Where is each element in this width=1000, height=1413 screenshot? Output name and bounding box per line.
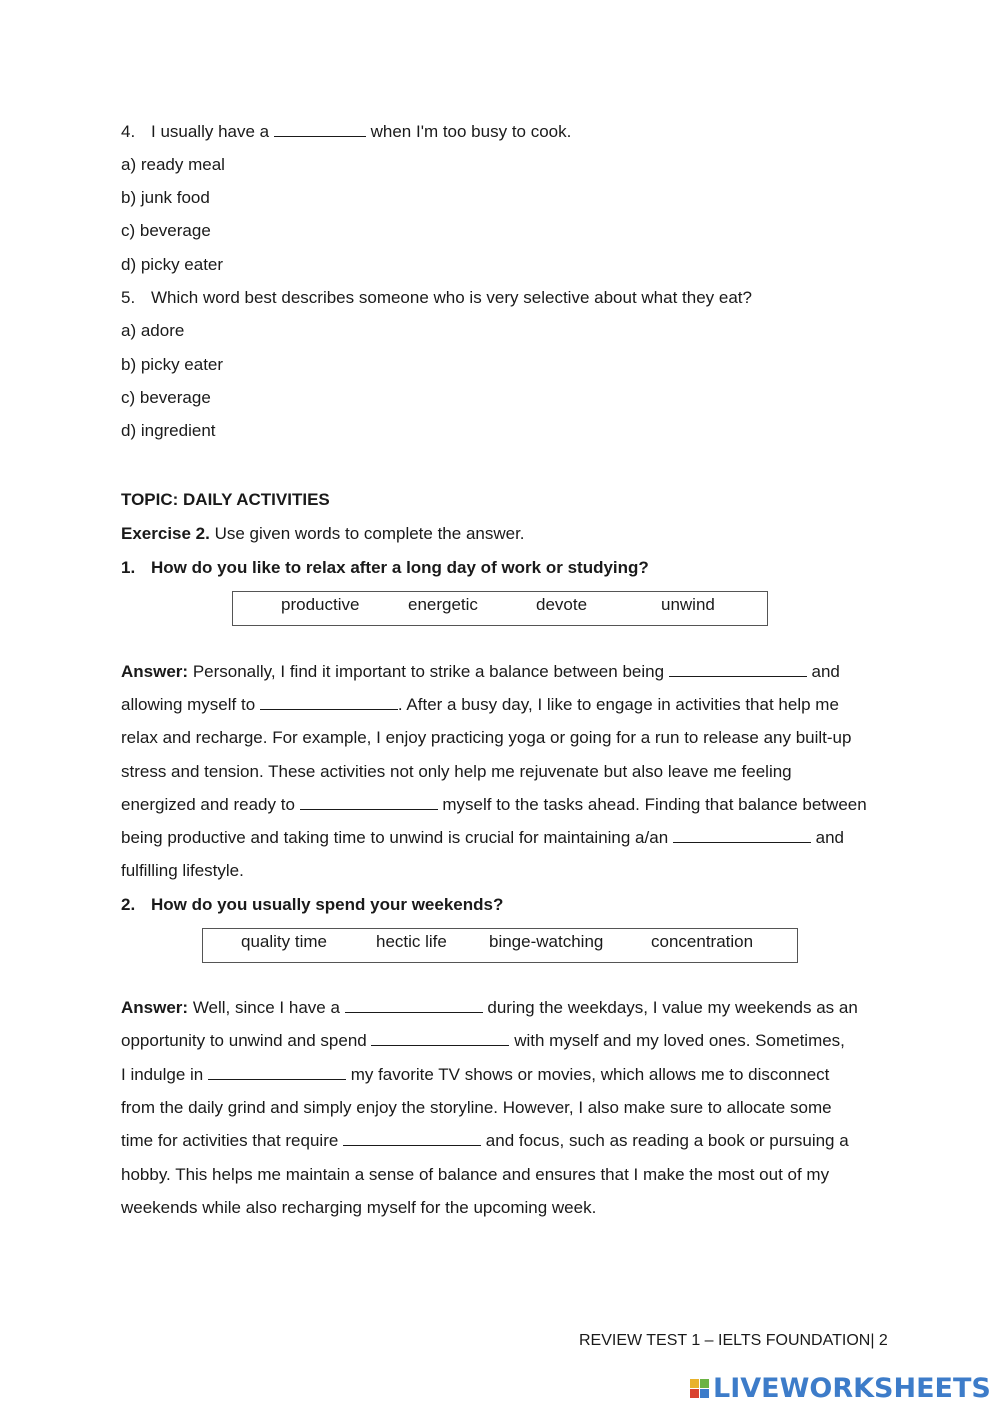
question-4 bbox=[121, 121, 571, 143]
answer-2-line-4: from the daily grind and simply enjoy the storyline. However, I also make sure to allocate some bbox=[121, 1098, 832, 1117]
question-text: when I'm too busy to cook. bbox=[370, 122, 572, 141]
exercise-label: Exercise 2. bbox=[121, 524, 210, 543]
word-bank-2 bbox=[202, 928, 798, 963]
answer-text: and focus, such as reading a book or pursuing a bbox=[485, 1131, 849, 1150]
word-bank-item: devote bbox=[536, 595, 588, 614]
question-text: How do you like to relax after a long day of work or studying? bbox=[151, 558, 649, 577]
liveworksheets-logo[interactable] bbox=[690, 1372, 991, 1404]
answer-2-line-5 bbox=[121, 1130, 849, 1152]
answer-2-line-1 bbox=[121, 997, 858, 1019]
option-q5-b[interactable]: b) picky eater bbox=[121, 355, 224, 374]
word-bank-item: binge-watching bbox=[489, 932, 604, 951]
answer-label: Answer: bbox=[121, 662, 189, 681]
answer-1-line-1 bbox=[121, 661, 840, 683]
word-bank-1 bbox=[232, 591, 768, 626]
word-bank-item: quality time bbox=[241, 932, 327, 951]
question-2 bbox=[121, 894, 503, 916]
question-number: 4. bbox=[121, 122, 136, 141]
answer-text: during the weekdays, I value my weekends as an bbox=[487, 998, 858, 1017]
answer-2-line-2 bbox=[121, 1030, 845, 1052]
answer-text: myself to the tasks ahead. Finding that balance between bbox=[442, 795, 867, 814]
answer-label: Answer: bbox=[121, 998, 189, 1017]
question-number: 5. bbox=[121, 288, 136, 307]
answer-blank[interactable] bbox=[673, 827, 811, 843]
liveworksheets-logo-text: LIVEWORKSHEETS bbox=[713, 1372, 991, 1404]
answer-1-line-3: relax and recharge. For example, I enjoy practicing yoga or going for a run to release any built-up bbox=[121, 728, 852, 747]
answer-blank[interactable] bbox=[260, 694, 398, 710]
exercise-text: Use given words to complete the answer. bbox=[214, 524, 525, 543]
word-bank-item: hectic life bbox=[376, 932, 447, 951]
word-bank-item: energetic bbox=[408, 595, 478, 614]
word-bank-item: concentration bbox=[651, 932, 754, 951]
question-5 bbox=[121, 287, 752, 309]
answer-2-line-3 bbox=[121, 1064, 829, 1086]
question-text: Which word best describes someone who is very selective about what they eat? bbox=[151, 288, 752, 307]
answer-text: opportunity to unwind and spend bbox=[121, 1031, 367, 1050]
answer-text: energized and ready to bbox=[121, 795, 295, 814]
answer-2-line-7: weekends while also recharging myself for the upcoming week. bbox=[121, 1198, 597, 1217]
answer-text: being productive and taking time to unwind is crucial for maintaining a/an bbox=[121, 828, 669, 847]
option-q4-b[interactable]: b) junk food bbox=[121, 188, 210, 207]
answer-text: and bbox=[811, 662, 840, 681]
answer-text: allowing myself to bbox=[121, 695, 256, 714]
answer-text: and bbox=[815, 828, 844, 847]
answer-text: Well, since I have a bbox=[192, 998, 340, 1017]
liveworksheets-logo-icon bbox=[690, 1379, 709, 1398]
answer-text: my favorite TV shows or movies, which allows me to disconnect bbox=[350, 1065, 830, 1084]
answer-blank[interactable] bbox=[208, 1064, 346, 1080]
word-bank-item: unwind bbox=[661, 595, 715, 614]
answer-blank[interactable] bbox=[371, 1030, 509, 1046]
answer-1-line-4: stress and tension. These activities not only help me rejuvenate but also leave me feeling bbox=[121, 762, 792, 781]
question-text: How do you usually spend your weekends? bbox=[151, 895, 504, 914]
option-q5-a[interactable]: a) adore bbox=[121, 321, 185, 340]
answer-blank[interactable] bbox=[300, 794, 438, 810]
answer-text: with myself and my loved ones. Sometimes, bbox=[514, 1031, 845, 1050]
answer-1-line-7: fulfilling lifestyle. bbox=[121, 861, 244, 880]
question-1 bbox=[121, 557, 649, 579]
answer-text: time for activities that require bbox=[121, 1131, 339, 1150]
answer-blank[interactable] bbox=[669, 661, 807, 677]
question-number: 2. bbox=[121, 895, 136, 914]
answer-1-line-2 bbox=[121, 694, 839, 716]
topic-heading: TOPIC: DAILY ACTIVITIES bbox=[121, 490, 330, 509]
question-number: 1. bbox=[121, 558, 136, 577]
option-q5-c[interactable]: c) beverage bbox=[121, 388, 211, 407]
option-q4-a[interactable]: a) ready meal bbox=[121, 155, 225, 174]
answer-text: . After a busy day, I like to engage in activities that help me bbox=[397, 695, 839, 714]
answer-1-line-5 bbox=[121, 794, 867, 816]
option-q4-c[interactable]: c) beverage bbox=[121, 221, 211, 240]
answer-text: I indulge in bbox=[121, 1065, 204, 1084]
page-footer: REVIEW TEST 1 – IELTS FOUNDATION| 2 bbox=[579, 1332, 888, 1349]
answer-blank-q4[interactable] bbox=[274, 121, 366, 137]
answer-blank[interactable] bbox=[345, 997, 483, 1013]
option-q5-d[interactable]: d) ingredient bbox=[121, 421, 216, 440]
answer-blank[interactable] bbox=[343, 1130, 481, 1146]
word-bank-item: productive bbox=[281, 595, 360, 614]
question-text: I usually have a bbox=[151, 122, 270, 141]
answer-text: Personally, I find it important to strike a balance between being bbox=[192, 662, 665, 681]
answer-2-line-6: hobby. This helps me maintain a sense of balance and ensures that I make the most out of my bbox=[121, 1165, 830, 1184]
option-q4-d[interactable]: d) picky eater bbox=[121, 255, 224, 274]
exercise-instruction bbox=[121, 523, 525, 545]
answer-1-line-6 bbox=[121, 827, 844, 849]
